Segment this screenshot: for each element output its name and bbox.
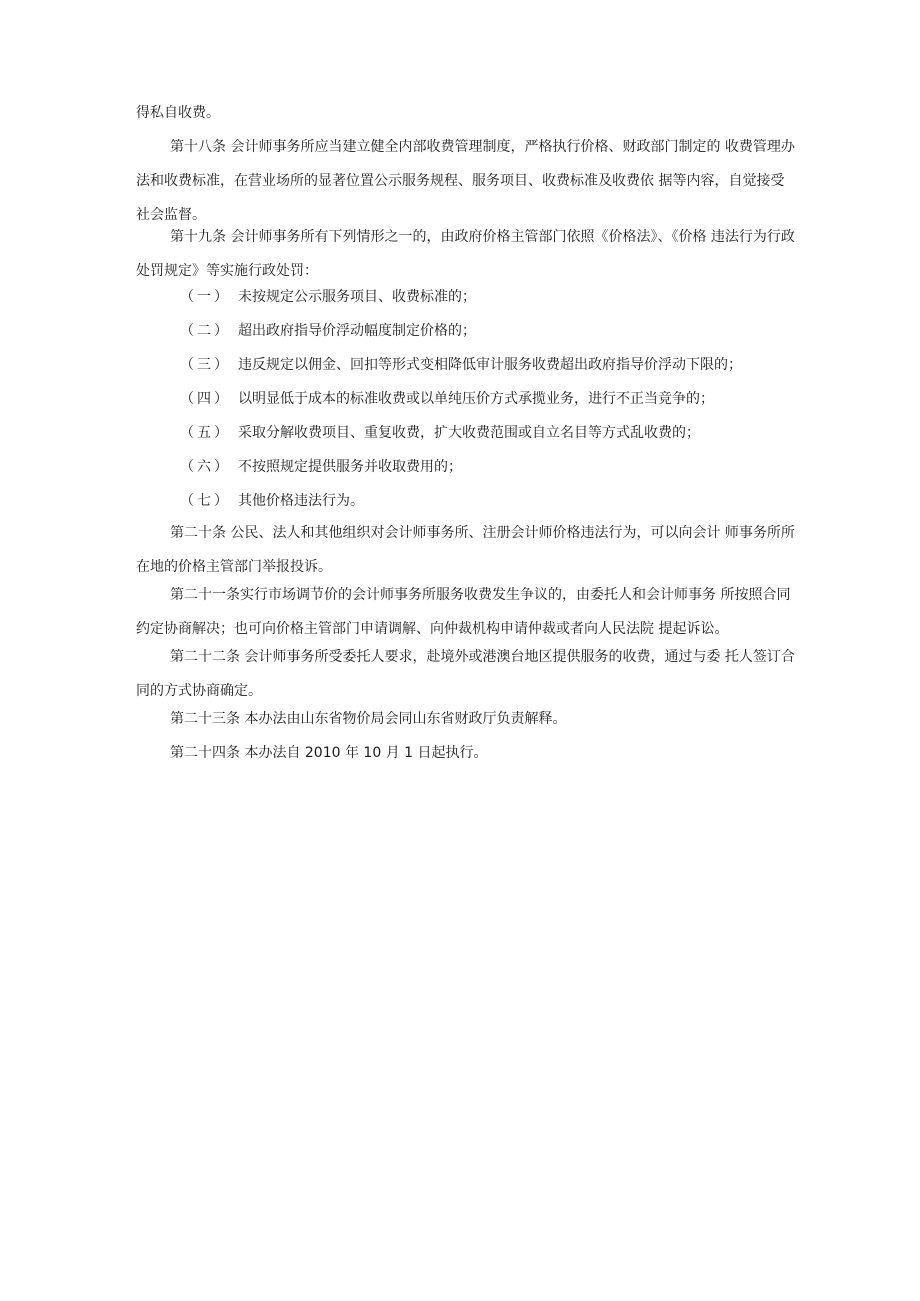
article-20: 第二十条 公民、法人和其他组织对会计师事务所、注册会计师价格违法行为，可以向会计 师事务所所在地的价格主管部门举报投诉。	[136, 525, 795, 575]
article-18: 第十八条 会计师事务所应当建立健全内部收费管理制度，严格执行价格、财政部门制定的 收费管理办法和收费标准，在营业场所的显著位置公示服务规程、服务项目、收费标准及收费依 据等内容，自觉接受社会监督。	[136, 139, 795, 223]
article-24: 第二十四条 本办法自 2010 年 10 月 1 日起执行。	[170, 745, 488, 761]
list-item	[180, 382, 800, 416]
list-item-text: 违反规定以佣金、回扣等形式变相降低审计服务收费超出政府指导价浮动下限的；	[238, 357, 742, 373]
article-23: 第二十三条 本办法由山东省物价局会同山东省财政厅负责解释。	[170, 711, 567, 727]
list-item	[180, 348, 800, 382]
article-22: 第二十二条 会计师事务所受委托人要求，赴境外或港澳台地区提供服务的收费，通过与委 托人签订合同的方式协商确定。	[136, 649, 795, 699]
list-item-number: （四）	[180, 391, 231, 407]
list-item	[180, 416, 800, 450]
list-item-number: （三）	[180, 357, 231, 373]
list-item-number: （七）	[180, 493, 231, 509]
list-item-text: 以明显低于成本的标准收费或以单纯压价方式承揽业务，进行不正当竞争的；	[238, 391, 714, 407]
list-item	[180, 450, 800, 484]
list-item	[180, 484, 800, 518]
list-item-number: （二）	[180, 323, 231, 339]
article-19: 第十九条 会计师事务所有下列情形之一的，由政府价格主管部门依照《价格法》、《价格 违法行为行政处罚规定》等实施行政处罚：	[136, 229, 795, 279]
list-item-text: 不按照规定提供服务并收取费用的；	[238, 459, 462, 475]
list-item	[180, 280, 800, 314]
list-item-number: （六）	[180, 459, 231, 475]
article-21: 第二十一条实行市场调节价的会计师事务所服务收费发生争议的，由委托人和会计师事务 所按照合同约定协商解决；也可向价格主管部门申请调解、向仲裁机构申请仲裁或者向人民法院 提起诉讼。	[136, 587, 791, 637]
list-item-text: 未按规定公示服务项目、收费标准的；	[238, 289, 476, 305]
paragraph-continuation: 得私自收费。	[136, 105, 220, 121]
list-item-text: 其他价格违法行为。	[238, 493, 364, 509]
list-item-text: 采取分解收费项目、重复收费，扩大收费范围或自立名目等方式乱收费的；	[238, 425, 700, 441]
list-item-number: （一）	[180, 289, 231, 305]
list-item-text: 超出政府指导价浮动幅度制定价格的；	[238, 323, 476, 339]
list-item	[180, 314, 800, 348]
list-item-number: （五）	[180, 425, 231, 441]
